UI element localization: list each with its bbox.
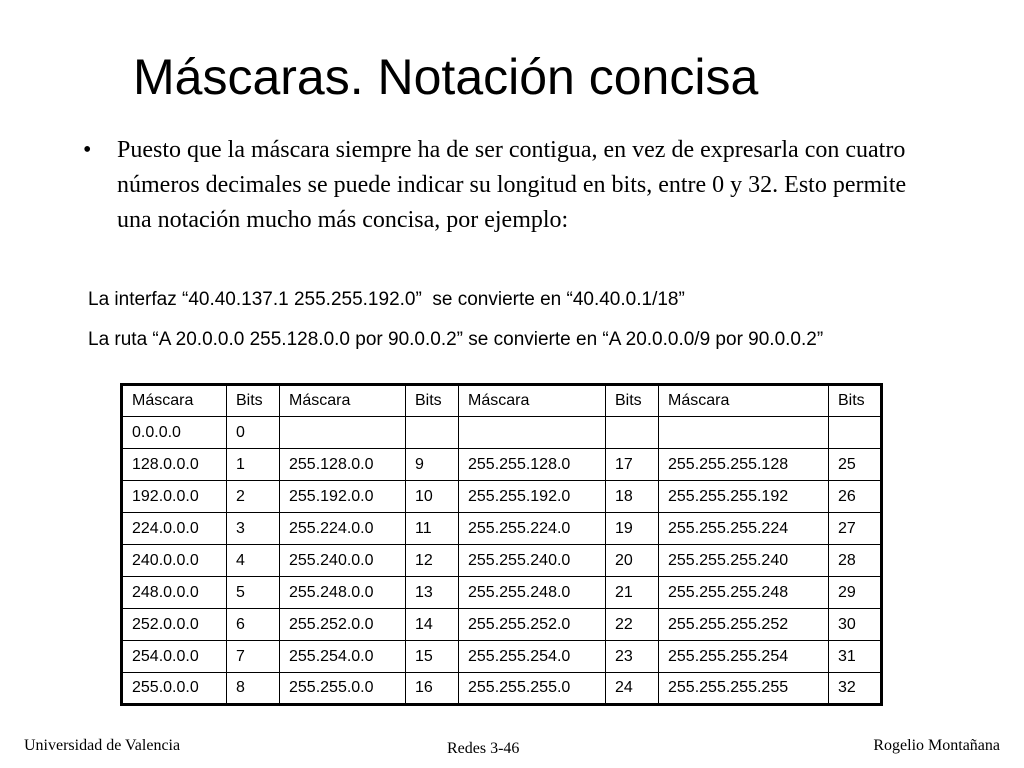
bits-cell: 21 xyxy=(606,577,659,609)
table-header-row xyxy=(122,385,882,417)
mask-cell: 255.255.128.0 xyxy=(459,449,606,481)
bits-cell: 3 xyxy=(227,513,280,545)
mask-cell: 255.255.252.0 xyxy=(459,609,606,641)
bits-cell: 8 xyxy=(227,673,280,705)
column-header: Máscara xyxy=(659,385,829,417)
bits-cell: 6 xyxy=(227,609,280,641)
bits-cell: 22 xyxy=(606,609,659,641)
bits-cell: 5 xyxy=(227,577,280,609)
table-row xyxy=(122,673,882,705)
mask-cell: 192.0.0.0 xyxy=(122,481,227,513)
mask-cell: 255.255.255.252 xyxy=(659,609,829,641)
mask-cell: 255.255.240.0 xyxy=(459,545,606,577)
mask-cell: 255.128.0.0 xyxy=(280,449,406,481)
bits-cell: 16 xyxy=(406,673,459,705)
bits-cell: 17 xyxy=(606,449,659,481)
bits-cell: 2 xyxy=(227,481,280,513)
mask-cell: 255.192.0.0 xyxy=(280,481,406,513)
table-row xyxy=(122,545,882,577)
column-header: Máscara xyxy=(122,385,227,417)
bits-cell: 11 xyxy=(406,513,459,545)
table-row xyxy=(122,481,882,513)
mask-cell: 255.255.255.128 xyxy=(659,449,829,481)
example-interface: La interfaz “40.40.137.1 255.255.192.0” se convierte en “40.40.0.1/18” xyxy=(88,289,685,310)
bullet-text: Puesto que la máscara siempre ha de ser contigua, en vez de expresarla con cuatro números decimales se puede indicar su longitud en bits, entre 0 y 32. Esto permite una notación mucho más concisa, por ejemplo: xyxy=(117,137,907,233)
bullet-marker: • xyxy=(83,137,92,163)
column-header: Bits xyxy=(406,385,459,417)
bits-cell xyxy=(406,417,459,449)
bits-cell: 19 xyxy=(606,513,659,545)
bits-cell: 28 xyxy=(829,545,882,577)
mask-cell: 224.0.0.0 xyxy=(122,513,227,545)
mask-cell: 255.255.255.224 xyxy=(659,513,829,545)
bits-cell: 26 xyxy=(829,481,882,513)
mask-cell: 255.255.255.0 xyxy=(459,673,606,705)
mask-cell: 248.0.0.0 xyxy=(122,577,227,609)
mask-cell: 240.0.0.0 xyxy=(122,545,227,577)
mask-cell: 255.255.255.240 xyxy=(659,545,829,577)
mask-cell: 255.224.0.0 xyxy=(280,513,406,545)
bits-cell: 20 xyxy=(606,545,659,577)
bits-cell: 4 xyxy=(227,545,280,577)
bits-cell: 31 xyxy=(829,641,882,673)
mask-cell: 255.255.0.0 xyxy=(280,673,406,705)
footer-slide-number: Redes 3-46 xyxy=(447,740,520,757)
bits-cell: 13 xyxy=(406,577,459,609)
table-row xyxy=(122,577,882,609)
bits-cell: 10 xyxy=(406,481,459,513)
bits-cell: 9 xyxy=(406,449,459,481)
bits-cell: 25 xyxy=(829,449,882,481)
mask-cell xyxy=(459,417,606,449)
mask-cell: 255.255.255.248 xyxy=(659,577,829,609)
bits-cell: 32 xyxy=(829,673,882,705)
mask-cell: 255.254.0.0 xyxy=(280,641,406,673)
bits-cell xyxy=(606,417,659,449)
mask-cell xyxy=(280,417,406,449)
mask-cell: 255.255.255.192 xyxy=(659,481,829,513)
mask-cell: 255.255.255.255 xyxy=(659,673,829,705)
example-route: La ruta “A 20.0.0.0 255.128.0.0 por 90.0.0.2” se convierte en “A 20.0.0.0/9 por 90.0.0.2” xyxy=(88,329,824,350)
column-header: Bits xyxy=(227,385,280,417)
bits-cell: 15 xyxy=(406,641,459,673)
column-header: Bits xyxy=(829,385,882,417)
bits-cell: 12 xyxy=(406,545,459,577)
bits-cell: 23 xyxy=(606,641,659,673)
mask-cell: 255.240.0.0 xyxy=(280,545,406,577)
mask-cell: 255.255.192.0 xyxy=(459,481,606,513)
table-row xyxy=(122,641,882,673)
table-row xyxy=(122,609,882,641)
bullet-point xyxy=(83,133,923,238)
slide-title: Máscaras. Notación concisa xyxy=(133,49,759,105)
mask-cell: 252.0.0.0 xyxy=(122,609,227,641)
mask-cell: 255.255.224.0 xyxy=(459,513,606,545)
mask-cell: 255.0.0.0 xyxy=(122,673,227,705)
mask-cell: 128.0.0.0 xyxy=(122,449,227,481)
mask-cell: 254.0.0.0 xyxy=(122,641,227,673)
mask-cell: 255.252.0.0 xyxy=(280,609,406,641)
table-row xyxy=(122,513,882,545)
mask-cell: 255.255.248.0 xyxy=(459,577,606,609)
column-header: Máscara xyxy=(280,385,406,417)
mask-cell: 255.255.254.0 xyxy=(459,641,606,673)
bits-cell: 14 xyxy=(406,609,459,641)
mask-bits-table xyxy=(120,383,883,706)
bits-cell xyxy=(829,417,882,449)
column-header: Bits xyxy=(606,385,659,417)
mask-cell: 0.0.0.0 xyxy=(122,417,227,449)
footer-institution: Universidad de Valencia xyxy=(24,737,181,754)
table-row xyxy=(122,449,882,481)
mask-cell: 255.248.0.0 xyxy=(280,577,406,609)
bits-cell: 27 xyxy=(829,513,882,545)
column-header: Máscara xyxy=(459,385,606,417)
bits-cell: 30 xyxy=(829,609,882,641)
bits-cell: 29 xyxy=(829,577,882,609)
bits-cell: 7 xyxy=(227,641,280,673)
mask-cell: 255.255.255.254 xyxy=(659,641,829,673)
footer-author: Rogelio Montañana xyxy=(873,737,1000,754)
mask-cell xyxy=(659,417,829,449)
table-row xyxy=(122,417,882,449)
bits-cell: 1 xyxy=(227,449,280,481)
bits-cell: 18 xyxy=(606,481,659,513)
bits-cell: 24 xyxy=(606,673,659,705)
bits-cell: 0 xyxy=(227,417,280,449)
